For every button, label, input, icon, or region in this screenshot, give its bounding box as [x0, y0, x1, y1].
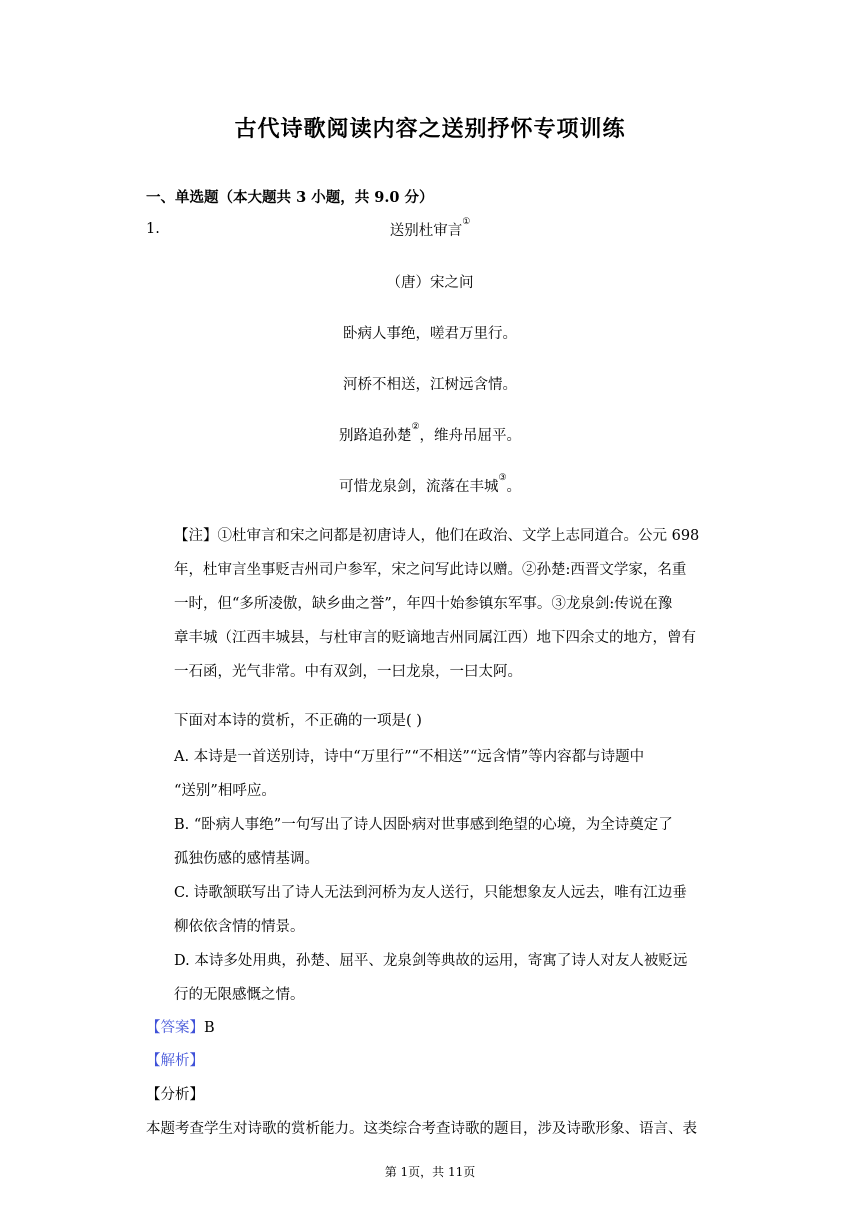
- option-line: C. 诗歌颔联写出了诗人无法到河桥为友人送行，只能想象友人远去，唯有江边垂: [174, 885, 687, 901]
- section-heading-text: 一、单选题（本大题共: [146, 189, 297, 206]
- poem-line-part: 可惜龙泉剑，流落在丰城: [338, 479, 499, 495]
- answer-value: B: [204, 1020, 215, 1036]
- note-line: 章丰城（江西丰城县，与杜审言的贬谪地吉州同属江西）地下四余丈的地方，曾有: [174, 630, 696, 646]
- question-stem: 下面对本诗的赏析，不正确的一项是( ): [174, 713, 422, 729]
- option-line: A. 本诗是一首送别诗，诗中“万里行”“不相送”“远含情”等内容都与诗题中: [174, 749, 645, 765]
- note-line: 【注】①杜审言和宋之问都是初唐诗人，他们在政治、文学上志同道合。公元 698: [174, 528, 700, 544]
- analysis-label: 【解析】: [146, 1053, 204, 1069]
- poem-title-footnote-mark: ①: [462, 217, 471, 227]
- option-d: [174, 944, 720, 1012]
- option-b: [174, 808, 720, 876]
- answer: [146, 1016, 215, 1037]
- poem-line: [0, 475, 860, 496]
- poem-title: [0, 219, 860, 240]
- option-line: 行的无限感慨之情。: [174, 987, 305, 1003]
- poem-line: 卧病人事绝，嗟君万里行。: [343, 326, 517, 342]
- option-line: B. “卧病人事绝”一句写出了诗人因卧病对世事感到绝望的心境，为全诗奠定了: [174, 817, 673, 833]
- total-score: 9.0: [374, 189, 400, 206]
- answer-label: 【答案】: [146, 1020, 204, 1036]
- analysis-body: 本题考查学生对诗歌的赏析能力。这类综合考查诗歌的题目，涉及诗歌形象、语言、表: [146, 1121, 697, 1137]
- page-footer: 第 1页，共 11页: [384, 1165, 476, 1179]
- section-heading-mid: 小题，共: [306, 189, 375, 206]
- fenxi-label: 【分析】: [146, 1087, 204, 1103]
- question-number: 1.: [146, 221, 160, 237]
- poem-line-part: 。: [506, 479, 522, 495]
- note-line: 一石函，光气非常。中有双剑，一曰龙泉，一曰太阿。: [174, 664, 522, 680]
- page-title: 古代诗歌阅读内容之送别抒怀专项训练: [234, 116, 626, 142]
- option-line: 柳依依含情的情景。: [174, 919, 305, 935]
- section-heading-tail: 分）: [399, 189, 434, 206]
- poem-line: 河桥不相送，江树远含情。: [343, 377, 517, 393]
- note-line: 年，杜审言坐事贬吉州司户参军，宋之问写此诗以赠。②孙楚:西晋文学家，名重: [174, 562, 687, 578]
- section-heading: [146, 186, 434, 207]
- poem-notes: [174, 519, 720, 689]
- poem-line-part: ，维舟吊屈平。: [419, 428, 522, 444]
- option-c: [174, 876, 720, 944]
- poem-title-text: 送别杜审言: [389, 223, 463, 239]
- poem-author: （唐）宋之问: [386, 275, 474, 291]
- poem-line: [0, 424, 860, 445]
- poem-footnote-mark: ③: [498, 473, 507, 483]
- poem-footnote-mark: ②: [411, 422, 420, 432]
- option-line: “送别”相呼应。: [174, 783, 276, 799]
- question-count: 3: [296, 189, 307, 206]
- option-a: [174, 740, 720, 808]
- note-line: 一时，但“多所凌傲，缺乡曲之誉”，年四十始参镇东军事。③龙泉剑:传说在豫: [174, 596, 673, 612]
- poem-line-part: 别路追孙楚: [338, 428, 412, 444]
- option-line: 孤独伤感的感情基调。: [174, 851, 319, 867]
- option-line: D. 本诗多处用典，孙楚、屈平、龙泉剑等典故的运用，寄寓了诗人对友人被贬远: [174, 953, 688, 969]
